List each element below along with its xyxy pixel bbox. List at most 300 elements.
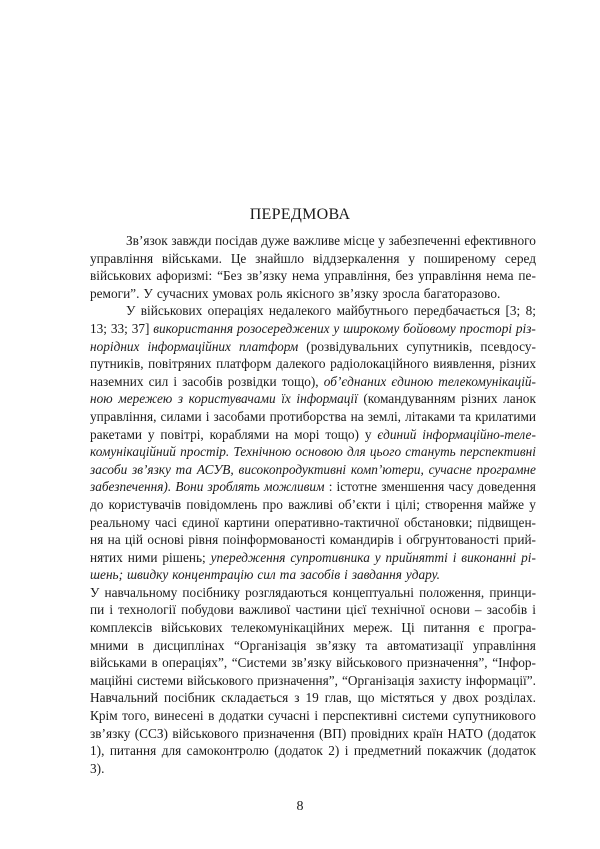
italic-word: сил: [257, 567, 276, 583]
word: що: [357, 690, 375, 706]
word: важливі: [288, 496, 334, 512]
word: пе-: [518, 268, 536, 284]
word: (ВП): [318, 725, 347, 741]
word: підвищен-: [477, 514, 536, 530]
word: предметний: [353, 743, 422, 759]
italic-word: завдання: [351, 567, 402, 583]
italic-word: інформації: [296, 391, 358, 407]
word: морі: [294, 426, 320, 442]
word: поінформованості: [222, 532, 326, 548]
word: забезпеченні: [388, 233, 461, 248]
word: та: [365, 637, 378, 653]
word: того,: [122, 708, 150, 724]
word: рішень;: [162, 549, 206, 565]
word: у: [378, 233, 385, 248]
word: істотне: [336, 479, 378, 495]
word: операціях”,: [162, 655, 228, 671]
italic-word: рі-: [521, 549, 536, 565]
word: складається: [221, 690, 289, 706]
word: крилатими: [475, 408, 536, 424]
word: (ССЗ): [134, 725, 168, 741]
word: ня: [90, 532, 104, 548]
word: У: [126, 303, 136, 319]
word: військових: [161, 620, 223, 636]
word: Це: [230, 250, 247, 266]
word: та: [459, 408, 472, 424]
word: місце: [343, 233, 375, 248]
word: засобів: [486, 602, 528, 618]
word: важливої: [238, 602, 291, 618]
text-line: [90, 320, 536, 338]
word: “Системи: [231, 655, 287, 671]
word: афоризмі:: [156, 268, 213, 284]
word: про: [262, 496, 283, 512]
italic-word: інформаційних: [147, 338, 231, 354]
word: цілі;: [395, 496, 420, 512]
word: У: [90, 584, 100, 600]
text-line: [90, 725, 536, 743]
word: НАТО: [447, 725, 484, 741]
word: повітряних: [148, 356, 212, 372]
word: і: [398, 532, 402, 548]
word: для: [161, 743, 182, 759]
word: навчальному: [104, 584, 178, 600]
italic-word: і: [452, 549, 457, 565]
text-line: [90, 514, 536, 532]
word: рівня: [188, 532, 219, 548]
italic-word: АСУВ,: [196, 461, 234, 477]
word: 37]: [131, 320, 150, 336]
word: тощо),: [281, 373, 319, 389]
word: розділах.: [484, 690, 536, 706]
word: і: [386, 496, 390, 512]
word: і: [314, 708, 319, 724]
italic-word: у: [333, 320, 340, 336]
italic-word: Технічною: [233, 444, 292, 460]
word: цієї: [346, 602, 367, 618]
text-line: [90, 355, 536, 373]
text-line: [90, 408, 536, 426]
word: :: [328, 479, 333, 495]
word: і: [532, 602, 536, 618]
word: засобами: [213, 408, 266, 424]
word: радіолокаційного: [330, 356, 429, 372]
word: винесені: [154, 708, 204, 724]
text-line: [90, 637, 536, 655]
word: [3;: [505, 303, 521, 319]
italic-word: удару.: [405, 567, 441, 583]
word: часу: [448, 479, 474, 495]
text-line: [90, 232, 536, 250]
word: у: [364, 426, 372, 442]
preface-text: [90, 232, 536, 777]
word: користувачів: [108, 496, 182, 512]
italic-word: засобів: [300, 567, 341, 583]
word: у: [529, 496, 536, 512]
word: 13;: [90, 320, 107, 336]
italic-word: єдиною: [391, 373, 434, 389]
word: технології: [118, 602, 177, 618]
word: частини: [295, 602, 342, 618]
word: містяться: [380, 690, 435, 706]
word: з: [294, 690, 300, 706]
text-line: [90, 619, 536, 637]
word: поширеному: [423, 250, 497, 266]
word: протиборства: [269, 408, 347, 424]
word: є: [478, 620, 485, 636]
word: майбутнього: [336, 303, 409, 319]
word: (командуванням: [363, 391, 456, 407]
word: в: [137, 637, 144, 653]
word: реальному: [90, 514, 151, 530]
word: засобів: [182, 373, 223, 389]
word: розглядаються: [245, 584, 328, 600]
word: супутникового: [452, 708, 536, 724]
word: ремоги”.: [90, 285, 140, 301]
word: доведення: [477, 479, 536, 495]
page-title: ПЕРЕДМОВА: [249, 206, 351, 223]
word: у: [408, 250, 415, 266]
word: 33;: [110, 320, 128, 336]
word: на: [350, 408, 364, 424]
word: повідомлень: [186, 496, 258, 512]
word: “Організація: [234, 637, 307, 653]
italic-word: сучасне: [428, 461, 472, 477]
text-line: [90, 338, 536, 356]
italic-word: супротивника: [290, 549, 370, 565]
italic-word: основою: [295, 444, 343, 460]
word: платформ: [216, 356, 272, 372]
word: зменшення: [381, 479, 445, 495]
word: сучасні: [268, 708, 310, 724]
word: основи: [429, 602, 470, 618]
word: і: [205, 408, 210, 424]
word: путників,: [90, 356, 144, 372]
word: на: [275, 426, 289, 442]
word: двох: [452, 690, 479, 706]
word: інформації”.: [465, 672, 536, 688]
italic-word: забезпечення).: [90, 479, 172, 495]
text-line: [90, 601, 536, 619]
italic-word: бойовому: [403, 320, 456, 336]
word: роль: [256, 285, 283, 301]
word: виявлення,: [433, 356, 495, 372]
text-line: [90, 531, 536, 549]
word: питання: [109, 743, 157, 759]
word: Зв’язок: [126, 233, 168, 248]
word: сил: [148, 373, 169, 389]
italic-word: просторі: [459, 320, 513, 336]
italic-word: можливим: [264, 479, 325, 495]
text-line: [90, 426, 536, 444]
word: телекомунікаційних: [231, 620, 345, 636]
word: додатки: [218, 708, 264, 724]
word: системи: [402, 708, 449, 724]
italic-word: для: [347, 444, 366, 460]
word: військового: [187, 672, 254, 688]
word: в: [151, 655, 158, 671]
word: командирів: [329, 532, 394, 548]
italic-word: стануть: [405, 444, 456, 460]
page-number: 8: [296, 799, 304, 814]
word: 3).: [90, 760, 105, 776]
word: нема: [292, 268, 320, 284]
italic-word: програмне: [476, 461, 536, 477]
word: у: [147, 426, 155, 442]
word: “Організація: [341, 672, 415, 688]
word: провідних: [350, 725, 409, 741]
italic-word: зв’язку: [132, 461, 171, 477]
word: 19: [305, 690, 319, 706]
word: У: [143, 285, 153, 301]
word: військового: [172, 725, 239, 741]
word: управління: [472, 637, 536, 653]
word: віддзеркалення: [312, 250, 400, 266]
word: без: [395, 268, 414, 284]
italic-word: використання: [153, 320, 234, 336]
word: самоконтролю: [186, 743, 269, 759]
word: (додаток: [274, 743, 323, 759]
word: різних: [499, 356, 536, 372]
word: цій: [125, 532, 143, 548]
italic-word: об’єднаних: [323, 373, 387, 389]
text-line: [90, 267, 536, 285]
word: військових: [90, 268, 152, 284]
word: військових: [140, 303, 203, 319]
word: кораблями: [209, 426, 270, 442]
text-line: [90, 373, 536, 391]
italic-word: інформаційно-теле-: [422, 426, 536, 442]
word: тощо): [325, 426, 359, 442]
italic-word: засоби: [90, 461, 128, 477]
word: “Інфор-: [492, 655, 536, 671]
italic-word: платформ: [239, 338, 299, 354]
word: на: [107, 532, 121, 548]
word: управління: [418, 268, 482, 284]
word: зросла: [382, 285, 420, 301]
word: технічної: [371, 602, 425, 618]
word: положення,: [419, 584, 485, 600]
word: покажчик: [426, 743, 482, 759]
word: Навчальний: [90, 690, 159, 706]
italic-word: широкому: [343, 320, 400, 336]
italic-word: у: [374, 549, 381, 565]
word: операціях: [207, 303, 264, 319]
word: управління,: [324, 268, 391, 284]
word: нема: [486, 268, 514, 284]
italic-word: з: [177, 391, 184, 407]
word: знайшло: [255, 250, 305, 266]
text-line: [90, 566, 536, 584]
italic-word: виконанні: [461, 549, 517, 565]
word: –: [474, 602, 482, 618]
word: 2): [328, 743, 340, 759]
italic-word: швидку: [127, 567, 169, 583]
word: військами: [90, 655, 147, 671]
word: програ-: [493, 620, 536, 636]
italic-word: комп’ютери,: [350, 461, 424, 477]
italic-word: цього: [369, 444, 402, 460]
word: і: [173, 373, 178, 389]
word: до: [90, 496, 104, 512]
word: недалекого: [268, 303, 332, 319]
text-line: [90, 689, 536, 707]
word: картини: [223, 514, 270, 530]
italic-word: концентрацію: [172, 567, 254, 583]
word: майже: [487, 496, 525, 512]
italic-word: Вони: [175, 479, 204, 495]
word: різних: [461, 391, 498, 407]
word: в: [208, 708, 215, 724]
word: ланок: [503, 391, 536, 407]
text-line: [90, 549, 536, 567]
word: Ці: [401, 620, 415, 636]
word: управління: [90, 250, 154, 266]
text-line: [90, 461, 536, 479]
italic-word: та: [279, 567, 297, 583]
word: зв’язку: [291, 655, 332, 671]
word: пи: [90, 602, 105, 618]
italic-word: розосереджених: [236, 320, 330, 336]
word: і: [344, 743, 349, 759]
word: часі: [154, 514, 178, 530]
word: дуже: [261, 233, 290, 248]
word: псевдосу-: [480, 338, 536, 354]
word: 8;: [525, 303, 536, 319]
word: оперативно-тактичної: [274, 514, 400, 530]
word: умовах: [212, 285, 253, 301]
word: ними: [127, 549, 158, 565]
italic-word: і: [344, 567, 348, 583]
word: дисциплінах: [153, 637, 225, 653]
word: єдиної: [181, 514, 219, 530]
word: обстановки;: [403, 514, 473, 530]
word: у: [440, 690, 447, 706]
italic-word: мережею: [118, 391, 173, 407]
text-line: [90, 707, 536, 725]
word: (додаток: [487, 743, 536, 759]
word: нятих: [90, 549, 123, 565]
word: призначення”,: [406, 655, 488, 671]
word: маційні: [90, 672, 133, 688]
text-line: [90, 302, 536, 320]
word: перспективні: [322, 708, 398, 724]
word: повітрі,: [160, 426, 204, 442]
word: ефективного: [464, 233, 536, 248]
text-line: [90, 672, 536, 690]
word: серед: [504, 250, 536, 266]
word: обгрунтованості: [406, 532, 500, 548]
word: призначення”,: [257, 672, 338, 688]
word: зв’язку: [315, 637, 357, 653]
word: передбачається: [413, 303, 501, 319]
italic-word: шень;: [90, 567, 124, 583]
word: 1),: [90, 743, 105, 759]
italic-word: прийнятті: [385, 549, 448, 565]
word: силами: [160, 408, 202, 424]
italic-word: різ-: [515, 320, 536, 336]
word: наземних: [90, 373, 144, 389]
word: завжди: [171, 233, 212, 248]
word: далекого: [275, 356, 326, 372]
word: мереж.: [353, 620, 393, 636]
italic-word: єдиний: [377, 426, 417, 442]
word: і: [109, 602, 114, 618]
word: розвідки: [227, 373, 277, 389]
text-line: [90, 654, 536, 672]
word: мними: [90, 637, 129, 653]
word: прий-: [503, 532, 536, 548]
word: важливе: [293, 233, 341, 248]
word: посібнику: [182, 584, 241, 600]
word: управління,: [90, 408, 157, 424]
italic-word: простір.: [180, 444, 230, 460]
italic-word: високопродуктивні: [238, 461, 347, 477]
text-line: [90, 443, 536, 461]
word: автоматизації: [386, 637, 464, 653]
italic-word: їх: [281, 391, 291, 407]
text-line: [90, 760, 536, 778]
word: посідав: [215, 233, 258, 248]
word: призначення: [242, 725, 315, 741]
italic-word: ною: [90, 391, 113, 407]
word: військами.: [161, 250, 222, 266]
text-line: [90, 584, 536, 602]
italic-word: комунікаційний: [90, 444, 176, 460]
word: зв’язку: [246, 268, 288, 284]
word: зв’язку: [338, 285, 379, 301]
word: основі: [147, 532, 184, 548]
word: супутників,: [406, 338, 473, 354]
word: сучасних: [156, 285, 209, 301]
word: зв’язку: [90, 725, 131, 741]
word: принци-: [489, 584, 536, 600]
word: військового: [336, 655, 403, 671]
text-line: [90, 285, 536, 303]
italic-word: упередження: [210, 549, 286, 565]
text-line: [90, 390, 536, 408]
word: питання: [423, 620, 470, 636]
italic-word: норідних: [90, 338, 140, 354]
word: посібник: [164, 690, 216, 706]
word: Крім: [90, 708, 118, 724]
word: об’єкти: [338, 496, 382, 512]
word: захисту: [418, 672, 462, 688]
word: (розвідувальних: [306, 338, 399, 354]
italic-word: перспективні: [459, 444, 536, 460]
word: глав,: [324, 690, 352, 706]
word: (додаток: [487, 725, 536, 741]
word: комплексів: [90, 620, 153, 636]
word: системи: [136, 672, 184, 688]
word: якісного: [286, 285, 335, 301]
word: ракетами: [90, 426, 142, 442]
text-line: [90, 496, 536, 514]
word: багаторазово.: [423, 285, 501, 301]
italic-word: зроблять: [207, 479, 260, 495]
word: створення: [425, 496, 483, 512]
word: землі,: [367, 408, 401, 424]
word: літаками: [405, 408, 456, 424]
text-line: [90, 250, 536, 268]
italic-word: та: [175, 461, 193, 477]
text-line: [90, 742, 536, 760]
word: країн: [413, 725, 443, 741]
italic-word: користувачами: [188, 391, 276, 407]
word: побудови: [181, 602, 234, 618]
word: концептуальні: [332, 584, 414, 600]
word: “Без: [217, 268, 242, 284]
